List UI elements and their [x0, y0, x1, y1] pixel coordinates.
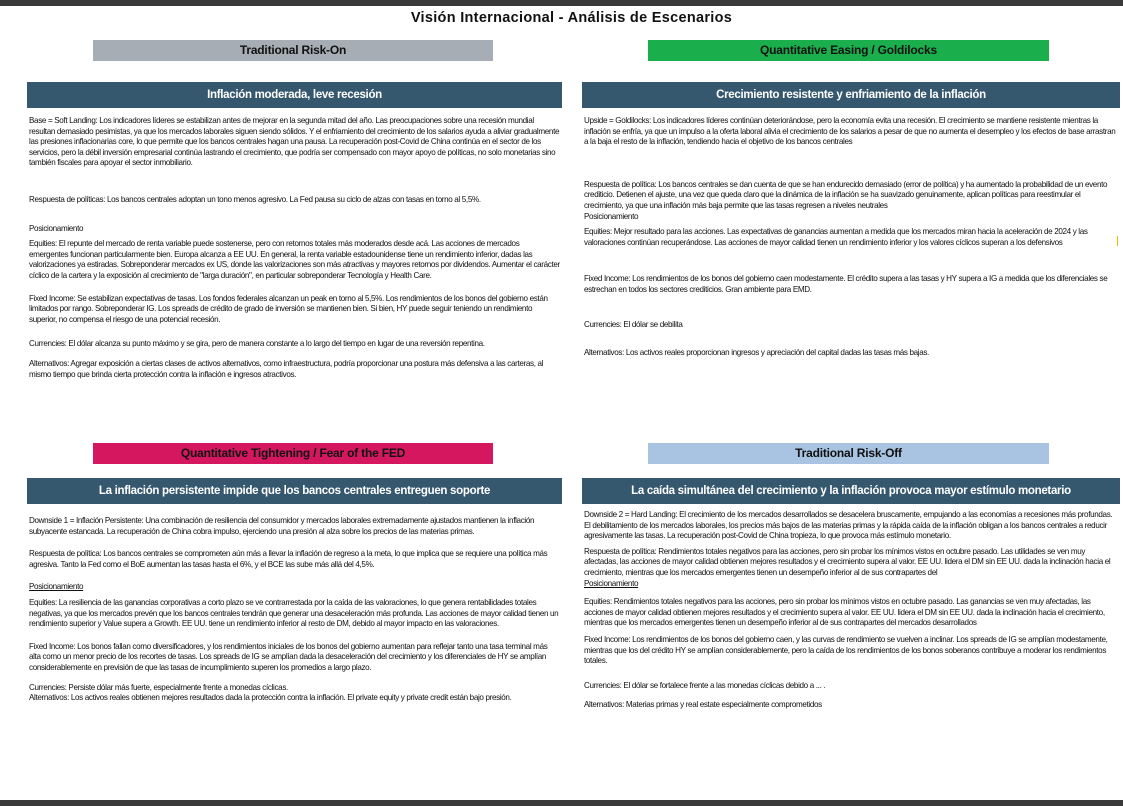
downside-scenario-paragraph: Downside 2 = Hard Landing: El crecimiento de los mercados desarrollados se desacelera bruscamente, empujando a las economías a recesiones más profundas. El debilitamiento de los mercados laborales, los precios más bajos de las materias primas y la rápida caída de la inflación obligan a los bancos centrales a reducir agresivamente las tasas. La recuperación post-Covid de China tropieza, lo que provoca más estímulo monetario. — [584, 510, 1113, 541]
base-scenario-paragraph: Base = Soft Landing: Los indicadores líderes se estabilizan antes de mejorar en la segunda mitad del año. Las preocupaciones sobre una recesión mundial resultan demasiado pesimistas, ya que los mercados laborales siguen siendo sólidos. Y el enfriamiento del crecimiento de los salarios ayuda a aliviar gradualmente las presiones inflacionarias core, lo que permite que los bancos centrales hagan una pausa. La recuperación post-Covid de China continúa en el sector de los servicios, pero la débil inversión empresarial continúa lastrando el crecimiento, que podría ser compensado con mayor apoyo de políticas, no solo monetarias sino también fiscales para apoyar el sector inmobiliario. — [29, 116, 560, 168]
alternatives-paragraph: Alternativos: Materias primas y real estate especialmente comprometidos — [584, 700, 822, 710]
policy-response-paragraph: Respuesta de política: Los bancos centrales se comprometen aún más a llevar la inflación de regreso a la meta, lo que implica que se requiere una política más agresiva. Tanto la Fed como el BoE aumentan las tasas hasta el 6%, y el BCE las sube más allá del 4,5%. — [29, 549, 548, 569]
fixed-income-paragraph: Fixed Income: Los bonos fallan como diversificadores, y los rendimientos iniciales de los bonos del gobierno aumentan para reflejar tanto una tasa terminal más alta como un menor precio de los recortes de tasas. Los spreads de IG se amplían dada la desaceleración del crecimiento y los diferenciales de HY se amplían considerablemente en previsión de que las tasas de incumplimiento superen los promedios a largo plazo. — [29, 641, 548, 672]
policy-response-paragraph: Respuesta de política: Los bancos centrales se dan cuenta de que se han endurecido demasiado (error de política) y ha aumentado la probabilidad de un evento crediticio. Detienen el ajuste, una vez que queda claro que la dinámica de la inflación se ha suavizado genuinamente, aplican políticas para reestimular el crecimiento, ya que una inflación más baja permite que las tasas regresen a niveles neutrales — [584, 179, 1108, 210]
positioning-heading: Posicionamiento — [29, 582, 84, 592]
fixed-income-paragraph: Fixed Income: Los rendimientos de los bonos del gobierno caen modestamente. El crédito supera a las tasas y HY supera a IG a medida que los diferenciales se estrechan en todos los sectores crediticios. Gran ambiente para EMD. — [584, 274, 1108, 294]
scenario-tag-risk-on: Traditional Risk-On — [93, 40, 493, 61]
scenario-tag-fear-of-fed: Quantitative Tightening / Fear of the FED — [93, 443, 493, 464]
policy-response-paragraph: Respuesta de política: Rendimientos totales negativos para las acciones, pero sin probar los mínimos vistos en octubre pasado. Las utilidades se ven muy afectadas, las acciones de mayor calidad obtienen mejores resultados y el crecimiento supera al valor. EE UU. lidera el DM sin EE UU. dada la inclinación hacia el crecimiento, mientras que los mercados emergentes tienen un desempeño inferior al de sus contrapartes del — [584, 546, 1111, 577]
equities-paragraph: Equities: El repunte del mercado de renta variable puede sostenerse, pero con retornos totales más moderados desde acá. Las acciones de mercados emergentes funcionan particularmente bien. Europa alcanza a EE UU. En general, la renta variable estadounidense tiene un rendimiento inferior, dadas las valorizaciones ya estiradas. Sobreponderar mercados ex US, donde las valorizaciones son más atractivas y mayores retornos por dividendos. Aumentar el carácter cíclico de la cartera y la exposición al crecimiento de "larga duración", en particular sobreponderar Tecnología y Health Care. — [29, 239, 560, 280]
equities-paragraph: Equities: Mejor resultado para las acciones. Las expectativas de ganancias aumentan a medida que los mercados miran hacia la aceleración de 2024 y las valoraciones continúan recuperándose. Las acciones de mayor calidad tienen un rendimiento inferior y los valores cíclicos superan a los defensivos — [584, 227, 1088, 247]
banner-fear-of-fed: La inflación persistente impide que los bancos centrales entreguen soporte — [27, 478, 562, 504]
upside-scenario-paragraph: Upside = Goldilocks: Los indicadores líderes continúan deteriorándose, pero la economía evita una recesión. El crecimiento se mantiene resistente mientras la inflación se enfría, ya que un impulso a la oferta laboral alivia el crecimiento de los salarios a pesar de que no aumenta el desempleo y los efectos de base arrastran a la baja el resto de la inflación, tendiendo hacia el objetivo de los bancos centrales — [584, 116, 1116, 147]
currencies-paragraph: Currencies: El dólar se debilita — [584, 319, 683, 329]
top-border — [0, 0, 1123, 6]
currencies-paragraph: Currencies: El dólar alcanza su punto máximo y se gira, pero de manera constante a lo largo del tiempo en lugar de una reversión repentina. — [29, 339, 485, 349]
equities-paragraph: Equities: La resiliencia de las ganancias corporativas a corto plazo se ve contrarrestada por la caída de las valoraciones, lo que genera rentabilidades totales negativas, ya que los mercados prevén que los bancos centrales tendrán que generar una desaceleración más profunda. Las acciones de mayor calidad tienen un rendimiento superior y Value supera a Growth. EE UU. tiene un rendimiento inferior al resto de DM, debido al mayor impacto en las valoraciones. — [29, 597, 559, 629]
section-risk-on-text — [29, 116, 560, 380]
scenario-tag-risk-off: Traditional Risk-Off — [648, 443, 1049, 464]
positioning-heading: Posicionamiento — [584, 211, 639, 221]
downside-scenario-paragraph: Downside 1 = Inflación Persistente: Una combinación de resiliencia del consumidor y mercados laborales extremadamente ajustados mantienen la inflación subyacente estancada. La recuperación de China cobra impulso, ejerciendo una presión al alza sobre los precios de las materias primas. — [29, 516, 535, 536]
positioning-heading: Posicionamiento — [584, 578, 639, 588]
section-fear-of-fed-text — [29, 516, 560, 704]
section-goldilocks-text — [584, 116, 1116, 359]
currencies-paragraph: Currencies: El dólar se fortalece frente a las monedas cíclicas debido a ... . — [584, 680, 826, 690]
currencies-paragraph: Currencies: Persiste dólar más fuerte, especialmente frente a monedas cíclicas. — [29, 682, 288, 692]
policy-response-paragraph: Respuesta de políticas: Los bancos centrales adoptan un tono menos agresivo. La Fed pausa su ciclo de alzas con tasas en torno al 5,5%. — [29, 194, 481, 204]
alternatives-paragraph: Alternativos: Agregar exposición a ciertas clases de activos alternativos, como infraestructura, podría proporcionar una postura más defensiva a las carteras, al mismo tiempo que brinda cierta protección contra la inflación e ingresos atractivos. — [29, 358, 544, 379]
section-risk-off-text — [584, 510, 1116, 711]
positioning-heading: Posicionamiento — [29, 223, 84, 233]
page-title: Visión Internacional - Análisis de Escenarios — [410, 10, 733, 26]
scenario-tag-goldilocks: Quantitative Easing / Goldilocks — [648, 40, 1049, 61]
alternatives-paragraph: Alternativos: Los activos reales proporcionan ingresos y apreciación del capital dadas las tasas más bajas. — [584, 348, 929, 358]
margin-marker — [1117, 236, 1118, 246]
banner-goldilocks: Crecimiento resistente y enfriamiento de la inflación — [582, 82, 1120, 108]
equities-paragraph: Equities: Rendimientos totales negativos para las acciones, pero sin probar los mínimos vistos en octubre pasado. Las ganancias se ven muy afectadas, las acciones de mayor calidad obtienen mejores resultados y el crecimiento supera al valor. EE UU. lidera el DM sin EE UU. dada la inclinación hacia el crecimiento, mientras que los mercados emergentes tienen un desempeño inferior al de sus contrapartes del mercados desarrollados — [584, 597, 1105, 628]
banner-risk-off: La caída simultánea del crecimiento y la inflación provoca mayor estímulo monetario — [582, 478, 1120, 504]
alternatives-paragraph: Alternativos: Los activos reales obtienen mejores resultados dada la protección contra la inflación. El private equity y private credit están bajo presión. — [29, 693, 512, 703]
bottom-border — [0, 800, 1123, 806]
fixed-income-paragraph: Fixed Income: Los rendimientos de los bonos del gobierno caen, y las curvas de rendimiento se vuelven a inclinar. Los spreads de IG se amplían modestamente, mientras que los del crédito HY se amplían considerablemente, pero la caída de los rendimientos de los bonos soberanos contribuye a moderar los rendimientos totales. — [584, 634, 1108, 666]
banner-risk-on: Inflación moderada, leve recesión — [27, 82, 562, 108]
fixed-income-paragraph: Fixed Income: Se estabilizan expectativas de tasas. Los fondos federales alcanzan un peak en torno al 5,5%. Los rendimientos de los bonos del gobierno están limitados por rango. Sobreponderar IG. Los spreads de crédito de grado de inversión se mantienen bien. Si bien, HY puede seguir teniendo un rendimiento superior, no compensa el riesgo de una potencial recesión. — [29, 293, 548, 324]
